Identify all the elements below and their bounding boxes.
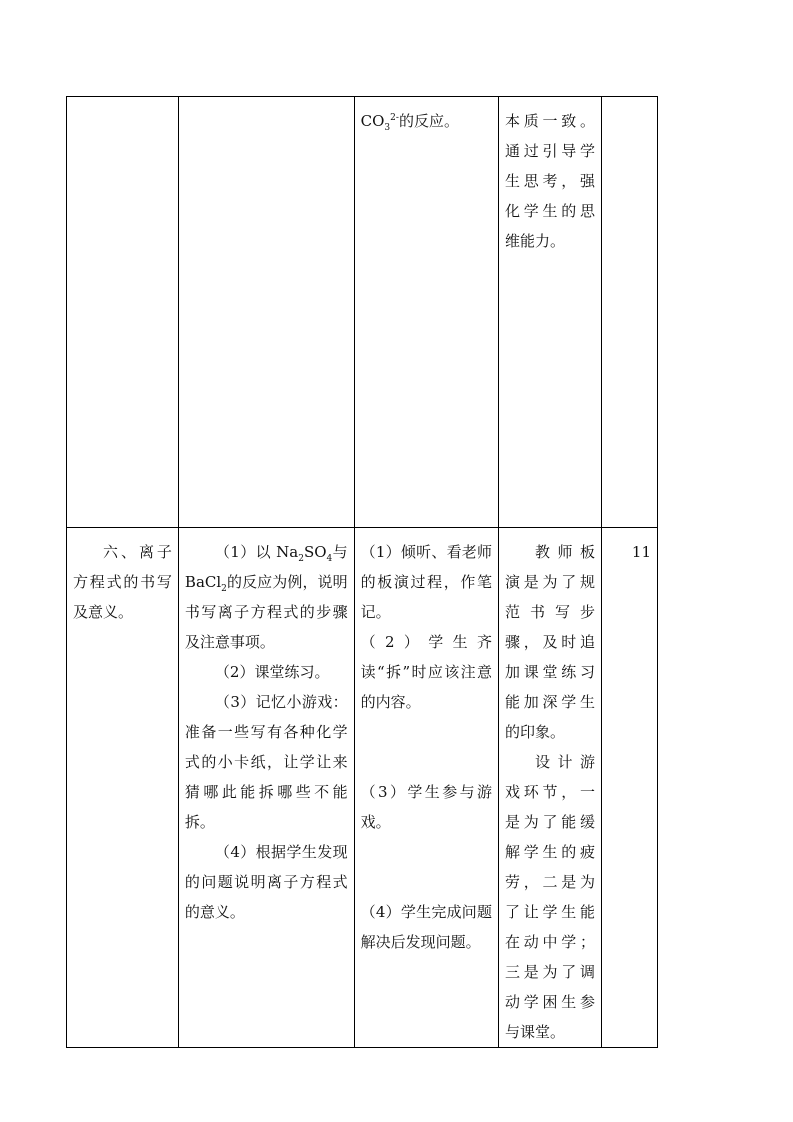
row2-design-intent-cell	[499, 528, 602, 1048]
row1-section-cell	[67, 97, 179, 528]
time-minutes: 11	[631, 543, 651, 561]
row1-student-activity-cell	[354, 97, 498, 528]
row1-design-text: 本质一致。通过引导学生思考，强化学生的思维能力。	[505, 112, 595, 250]
row1-student-text	[361, 106, 492, 136]
teacher-item-1	[185, 537, 348, 657]
teacher-item-2: （2）课堂练习。	[214, 663, 330, 681]
student-item-2: （2）学生齐读“拆”时应该注意的内容。	[360, 633, 493, 711]
design-para-2: 设计游戏环节，一是为了能缓解学生的疲劳，二是为了让学生能在动中学；三是为了调动学困生参与课堂。	[505, 753, 595, 1041]
teacher-item-4: （4）根据学生发现的问题说明离子方程式的意义。	[184, 843, 348, 921]
row2-student-activity-cell	[354, 528, 498, 1048]
formula-na-sub: 2	[298, 554, 304, 564]
student-item-4: （4）学生完成问题解决后发现问题。	[360, 903, 493, 951]
student-item-1: （1）倾听、看老师的板演过程，作笔记。	[360, 543, 493, 621]
design-para-1: 教师板演是为了规范书写步骤，及时追加课堂练习能加深学生的印象。	[505, 543, 595, 741]
teacher-item-1-suffix: 的反应为例，说明书写离子方程式的步骤及注意事项。	[184, 573, 348, 651]
formula-sub: 3	[384, 123, 391, 133]
row1-design-intent-cell	[499, 97, 602, 528]
spacer	[361, 717, 492, 777]
formula-na: Na	[276, 543, 299, 561]
formula-so-sub: 4	[326, 554, 333, 564]
formula-bacl-sub: 2	[221, 584, 227, 594]
formula-sup: 2-	[390, 113, 399, 123]
table-row	[67, 528, 658, 1048]
row2-section-cell	[67, 528, 179, 1048]
teacher-item-3: （3）记忆小游戏：准备一些写有各种化学式的小卡纸，让学让来猜哪此能拆哪些不能拆。	[184, 693, 348, 831]
formula-so: SO	[303, 543, 327, 561]
row1-teacher-activity-cell	[178, 97, 354, 528]
student-item-3: （3）学生参与游戏。	[360, 783, 493, 831]
row1-student-text-suffix: 的反应。	[398, 112, 459, 130]
formula-bacl: BaCl	[184, 573, 222, 591]
lesson-plan-table	[66, 96, 658, 1048]
section-title: 六、离子方程式的书写及意义。	[73, 543, 172, 621]
row2-time-cell	[602, 528, 658, 1048]
teacher-item-1-mid: 与	[332, 543, 348, 561]
teacher-item-1-prefix: （1）以	[214, 543, 277, 561]
spacer	[361, 837, 492, 897]
formula-co: CO	[360, 112, 385, 130]
table-row	[67, 97, 658, 528]
row2-teacher-activity-cell	[178, 528, 354, 1048]
row1-time-cell	[602, 97, 658, 528]
